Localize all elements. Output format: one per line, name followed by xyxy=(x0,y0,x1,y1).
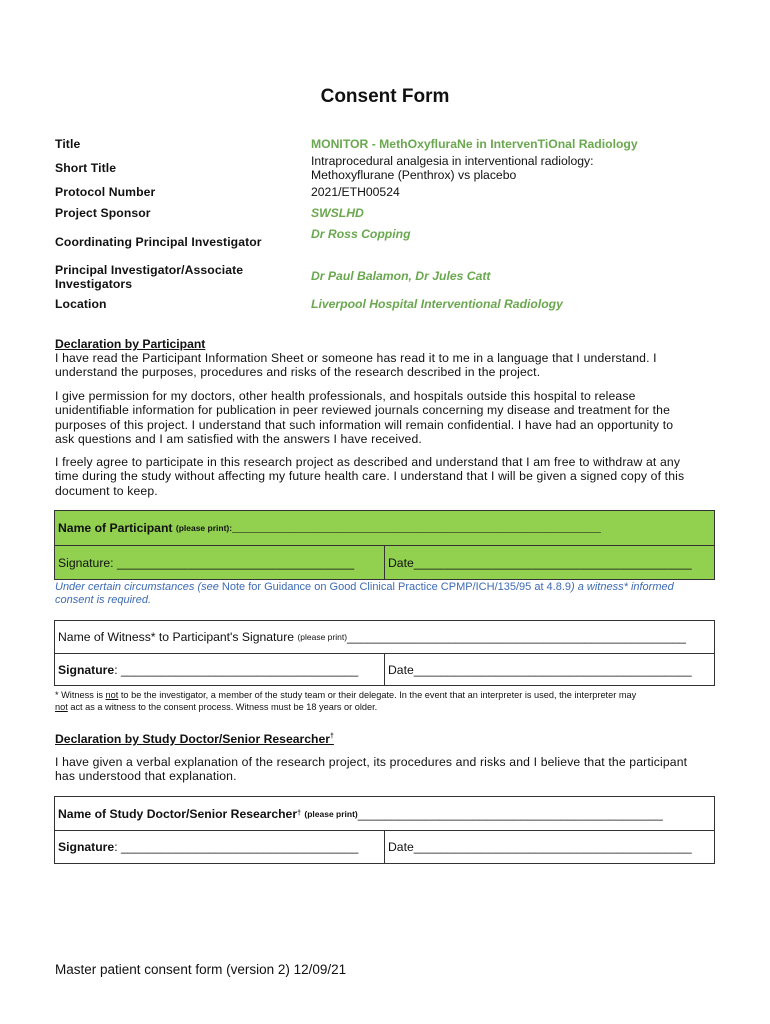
sponsor-value: SWSLHD xyxy=(311,206,364,220)
doctor-name-label: Name of Study Doctor/Senior Researcher xyxy=(58,806,298,821)
participant-heading: Declaration by Participant xyxy=(55,337,206,351)
doctor-date-field[interactable] xyxy=(384,830,715,864)
witness-note-b: to be the investigator, a member of the study team or their delegate. In the event that an interpreter is used, the interpreter may xyxy=(118,690,637,700)
pi-label-line2: Investigators xyxy=(55,277,133,291)
participant-para3 xyxy=(55,455,715,498)
participant-para2 xyxy=(55,389,715,447)
doctor-para-line2: has understood that explanation. xyxy=(55,769,237,784)
participant-para3-line3: document to keep. xyxy=(55,483,158,498)
doctor-name-field[interactable] xyxy=(54,796,715,831)
participant-para3-line2: time during the study without affecting my future health care. I understand that I will be given a signed copy of this xyxy=(55,469,685,484)
title-value: MONITOR - MethOxyfluraNe in IntervenTiOnal Radiology xyxy=(311,137,638,151)
witness-name-label: Name of Witness* to Participant's Signature xyxy=(58,630,295,644)
page-title: Consent Form xyxy=(320,86,450,107)
participant-para1 xyxy=(55,351,715,380)
note-line1-b: Note for Guidance on Good Clinical Practice CPMP/ICH/135/95 at 4.8.9 xyxy=(218,581,572,593)
participant-name-label: Name of Participant xyxy=(58,521,173,535)
note-line2: consent is required. xyxy=(55,594,151,606)
witness-date-label: Date xyxy=(388,662,414,677)
doctor-date-label: Date xyxy=(388,840,414,854)
cpi-value: Dr Ross Copping xyxy=(311,227,411,241)
witness-note-not1: not xyxy=(105,690,119,700)
footer-version: Master patient consent form (version 2) 12/09/21 xyxy=(55,962,347,977)
participant-para2-line1: I give permission for my doctors, other health professionals, and hospitals outside this hospital to release xyxy=(55,389,636,403)
participant-para2-line2: unidentifiable information for publication in peer reviewed journals concerning my disease and treatment for the xyxy=(55,403,671,418)
participant-name-hint: (please print): xyxy=(175,523,233,533)
witness-signature-field[interactable] xyxy=(54,653,385,686)
participant-date-label: Date xyxy=(388,555,414,570)
protocol-value: 2021/ETH00524 xyxy=(311,185,400,199)
participant-para1-line1: I have read the Participant Information Sheet or someone has read it to me in a language that I understand. I xyxy=(55,351,657,365)
witness-name-line: __________________________________________________ xyxy=(347,630,686,644)
participant-para1-line2: understand the purposes, procedures and risks of the research described in the project. xyxy=(55,365,541,380)
cpi-label: Coordinating Principal Investigator xyxy=(55,235,262,249)
participant-para2-line4: ask questions and I am satisfied with the answers I have received. xyxy=(55,432,422,447)
witness-date-field[interactable] xyxy=(384,653,715,686)
witness-signature-line: : ___________________________________ xyxy=(114,662,359,677)
witness-note-c: act as a witness to the consent process. Witness must be 18 years or older. xyxy=(67,702,378,712)
pi-value: Dr Paul Balamon, Dr Jules Catt xyxy=(311,269,491,283)
location-value: Liverpool Hospital Interventional Radiology xyxy=(311,297,563,311)
short-title-label: Short Title xyxy=(55,161,117,175)
participant-date-line: _________________________________________ xyxy=(413,555,692,570)
witness-date-line: _________________________________________ xyxy=(413,662,692,677)
short-title-value-line2: Methoxyflurane (Penthrox) vs placebo xyxy=(311,168,517,182)
doctor-para xyxy=(55,755,715,784)
witness-signature-label: Signature xyxy=(58,662,115,677)
witness-note-not2: not xyxy=(55,702,68,712)
doctor-heading-text: Declaration by Study Doctor/Senior Researcher xyxy=(55,732,330,746)
doctor-signature-line: : ___________________________________ xyxy=(114,840,359,854)
location-label: Location xyxy=(55,297,107,311)
pi-label-line1: Principal Investigator/Associate xyxy=(55,263,244,277)
witness-name-hint: (please print) xyxy=(297,632,348,642)
participant-para3-line1: I freely agree to participate in this research project as described and understand that I am free to withdraw at any xyxy=(55,455,681,469)
doctor-date-line: _________________________________________ xyxy=(413,840,692,854)
participant-signature-field[interactable] xyxy=(54,545,385,580)
doctor-signature-field[interactable] xyxy=(54,830,385,864)
participant-para2-line3: purposes of this project. I understand that such information will remain confidential. I have had an opportunity to xyxy=(55,417,674,432)
doctor-heading-sup: † xyxy=(329,732,334,740)
participant-name-field[interactable] xyxy=(54,510,715,546)
note-line1-a: Under certain circumstances (see xyxy=(55,581,219,593)
title-label: Title xyxy=(55,137,81,151)
participant-name-line: ______________________________________________________________________________ xyxy=(232,523,601,533)
witness-note-a: * Witness is xyxy=(55,690,106,700)
sponsor-label: Project Sponsor xyxy=(55,206,151,220)
participant-signature-line: : ___________________________________ xyxy=(110,555,355,570)
witness-requirement-note xyxy=(55,581,725,607)
participant-date-field[interactable] xyxy=(384,545,715,580)
doctor-name-hint: (please print) xyxy=(304,808,358,819)
protocol-label: Protocol Number xyxy=(55,185,156,199)
short-title-value-line1: Intraprocedural analgesia in interventional radiology: xyxy=(311,154,594,168)
doctor-name-sup: † xyxy=(297,810,301,817)
doctor-para-line1: I have given a verbal explanation of the research project, its procedures and risks and I believe that the participant xyxy=(55,755,688,769)
doctor-name-line: _____________________________________________ xyxy=(357,806,663,821)
doctor-heading xyxy=(55,732,334,746)
witness-note xyxy=(55,689,725,713)
participant-signature-label: Signature xyxy=(58,555,111,570)
note-line1-c: ) a witness* informed xyxy=(571,581,674,593)
witness-name-field[interactable] xyxy=(54,620,715,654)
doctor-signature-label: Signature xyxy=(58,840,115,854)
